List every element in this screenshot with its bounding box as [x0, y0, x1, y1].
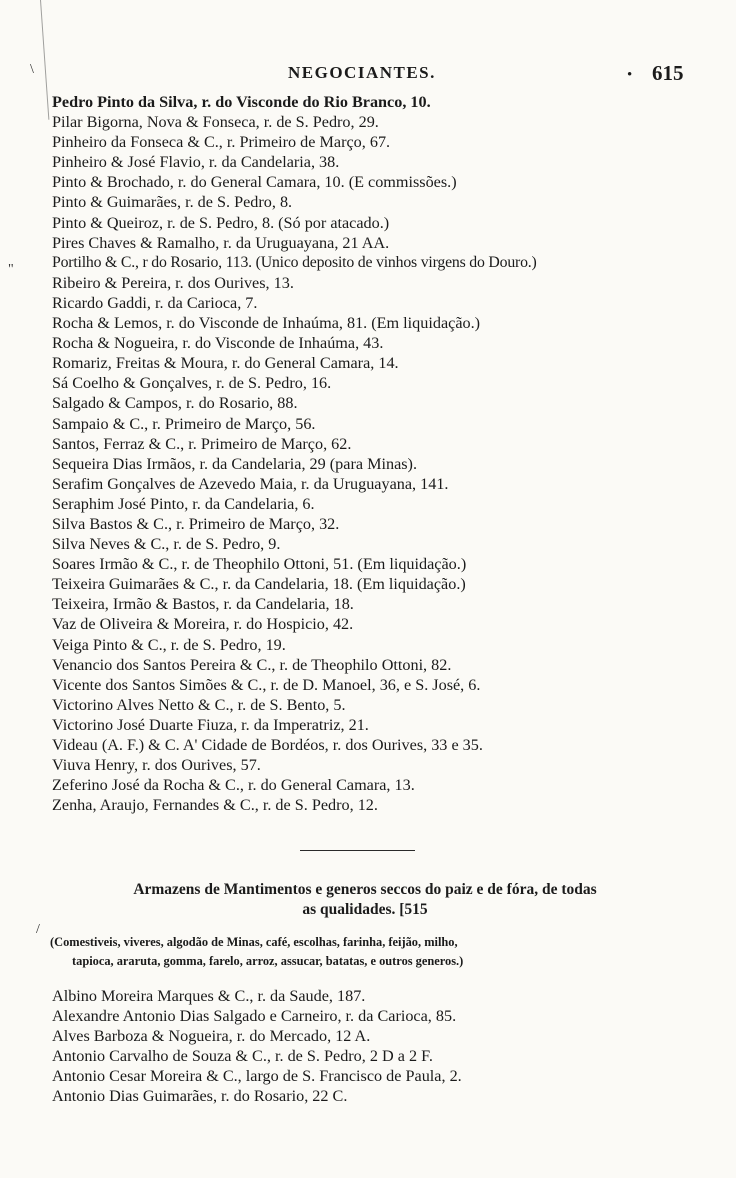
list-item: Santos, Ferraz & C., r. Primeiro de Março, 62. [52, 434, 352, 453]
list-item: Serafim Gonçalves de Azevedo Maia, r. da Uruguayana, 141. [52, 474, 449, 493]
merchant-list [52, 92, 712, 815]
section-title-line: Armazens de Mantimentos e generos seccos do paiz e de fóra, de todas [133, 881, 597, 898]
list-item: Pinto & Guimarães, r. de S. Pedro, 8. [52, 193, 293, 212]
header-bullet: • [627, 67, 633, 83]
list-item: Salgado & Campos, r. do Rosario, 88. [52, 394, 298, 413]
warehouse-list [52, 986, 712, 1107]
list-item: Veiga Pinto & C., r. de S. Pedro, 19. [52, 635, 286, 654]
margin-mark-lower-left: / [36, 922, 40, 937]
list-item: Pires Chaves & Ramalho, r. da Uruguayana, 21 AA. [52, 233, 390, 252]
section-note-line: tapioca, araruta, gomma, farelo, arroz, assucar, batatas, e outros generos.) [72, 954, 464, 968]
list-item: Soares Irmão & C., r. de Theophilo Ottoni, 51. (Em liquidação.) [52, 555, 467, 574]
list-item: Albino Moreira Marques & C., r. da Saude, 187. [52, 987, 366, 1005]
list-item: Teixeira, Irmão & Bastos, r. da Candelaria, 18. [52, 595, 354, 614]
list-item: Teixeira Guimarães & C., r. da Candelaria, 18. (Em liquidação.) [52, 575, 466, 594]
list-item: Vicente dos Santos Simões & C., r. de D. Manoel, 36, e S. José, 6. [52, 675, 481, 694]
list-item: Alves Barboza & Nogueira, r. do Mercado, 12 A. [52, 1027, 371, 1046]
list-item: Ricardo Gaddi, r. da Carioca, 7. [52, 293, 258, 312]
section-note-line: (Comestiveis, viveres, algodão de Minas, café, escolhas, farinha, feijão, milho, [50, 935, 458, 949]
list-item: Pilar Bigorna, Nova & Fonseca, r. de S. Pedro, 29. [52, 113, 379, 132]
list-item: Sampaio & C., r. Primeiro de Março, 56. [52, 414, 316, 433]
list-item: Pinto & Queiroz, r. de S. Pedro, 8. (Só por atacado.) [52, 213, 390, 232]
margin-mark-top-left: \ [30, 62, 34, 77]
list-item: Zenha, Araujo, Fernandes & C., r. de S. Pedro, 12. [52, 796, 378, 815]
list-item: Videau (A. F.) & C. A' Cidade de Bordéos, r. dos Ourives, 33 e 35. [52, 736, 483, 754]
page-header [0, 60, 736, 90]
list-item: Sá Coelho & Gonçalves, r. de S. Pedro, 16. [52, 374, 332, 393]
list-item: Pinheiro da Fonseca & C., r. Primeiro de Março, 67. [52, 133, 391, 152]
section-title [60, 880, 670, 920]
list-item: Rocha & Lemos, r. do Visconde de Inhaúma, 81. (Em liquidação.) [52, 314, 481, 333]
list-item: Alexandre Antonio Dias Salgado e Carneiro, r. da Carioca, 85. [52, 1007, 457, 1026]
list-item: Victorino José Duarte Fiuza, r. da Imperatriz, 21. [52, 715, 369, 734]
section-divider [300, 850, 415, 851]
margin-mark-left: " [8, 262, 14, 277]
list-item: Zeferino José da Rocha & C., r. do General Camara, 13. [52, 776, 415, 795]
page-number: 615 [652, 61, 684, 85]
list-item: Sequeira Dias Irmãos, r. da Candelaria, 29 (para Minas). [52, 454, 417, 473]
list-item: Antonio Carvalho de Souza & C., r. de S. Pedro, 2 D a 2 F. [52, 1047, 433, 1066]
section-title-line: as qualidades. [515 [302, 901, 428, 918]
section-note [50, 933, 700, 971]
list-item: Antonio Dias Guimarães, r. do Rosario, 22 C. [52, 1087, 348, 1106]
list-item: Silva Neves & C., r. de S. Pedro, 9. [52, 535, 281, 554]
list-item: Viuva Henry, r. dos Ourives, 57. [52, 756, 261, 775]
list-item: Rocha & Nogueira, r. do Visconde de Inhaúma, 43. [52, 334, 384, 353]
list-item: Victorino Alves Netto & C., r. de S. Bento, 5. [52, 695, 346, 714]
list-item: Silva Bastos & C., r. Primeiro de Março, 32. [52, 514, 340, 533]
list-item: Portilho & C., r do Rosario, 113. (Unico deposito de vinhos virgens do Douro.) [52, 253, 537, 271]
list-item: Pinheiro & José Flavio, r. da Candelaria, 38. [52, 153, 340, 172]
list-item: Ribeiro & Pereira, r. dos Ourives, 13. [52, 273, 294, 292]
list-item: Pedro Pinto da Silva, r. do Visconde do Rio Branco, 10. [52, 93, 431, 111]
list-item: Antonio Cesar Moreira & C., largo de S. Francisco de Paula, 2. [52, 1067, 462, 1086]
list-item: Venancio dos Santos Pereira & C., r. de Theophilo Ottoni, 82. [52, 655, 452, 674]
running-head: NEGOCIANTES. [288, 63, 436, 82]
list-item: Seraphim José Pinto, r. da Candelaria, 6. [52, 494, 315, 513]
list-item: Vaz de Oliveira & Moreira, r. do Hospicio, 42. [52, 615, 354, 634]
list-item: Romariz, Freitas & Moura, r. do General Camara, 14. [52, 354, 399, 373]
list-item: Pinto & Brochado, r. do General Camara, 10. (E commissões.) [52, 173, 457, 192]
